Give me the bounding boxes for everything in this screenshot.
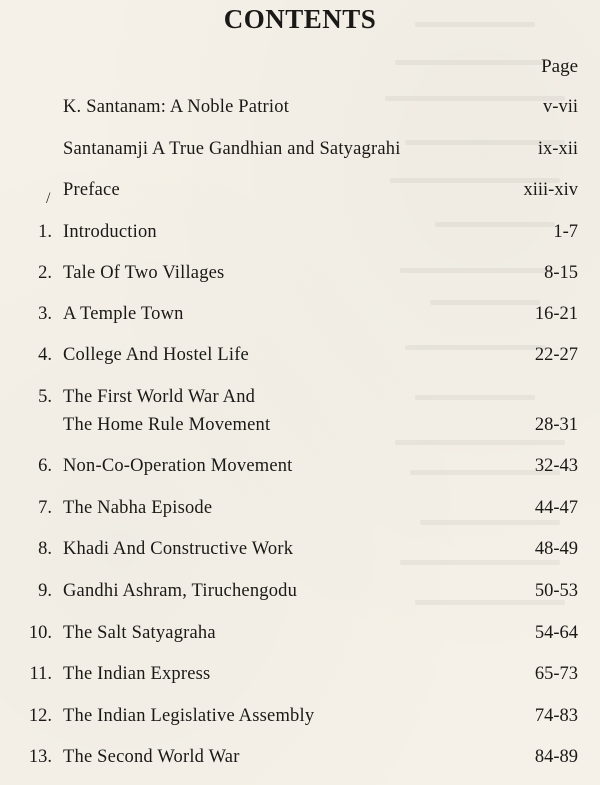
- toc-entry-title: Gandhi Ashram, Tiruchengodu: [63, 581, 298, 601]
- toc-entry-title: The Nabha Episode: [63, 498, 213, 518]
- toc-entry-number: 2.: [38, 263, 52, 283]
- toc-entry-title: Introduction: [63, 222, 157, 242]
- toc-entry-pages: 48-49: [534, 539, 578, 559]
- toc-entry-number: 12.: [28, 706, 52, 726]
- toc-entry-pages: 32-43: [534, 456, 578, 476]
- toc-entry-pages: 16-21: [534, 304, 578, 324]
- toc-entry-title: The Indian Express: [63, 664, 211, 684]
- toc-entry-title: The Second World War: [63, 747, 240, 767]
- toc-entry-number: 5.: [38, 387, 52, 407]
- toc-entry-title: Santanamji A True Gandhian and Satyagrahi: [63, 139, 401, 159]
- toc-entry-title: Tale Of Two Villages: [63, 263, 225, 283]
- stray-mark: /: [46, 190, 51, 207]
- toc-entry-pages: xiii-xiv: [523, 180, 578, 200]
- toc-entry-number: 13.: [28, 747, 52, 767]
- toc-entry-number: 10.: [28, 623, 52, 643]
- contents-heading: CONTENTS: [223, 4, 377, 34]
- toc-entry-number: 11.: [29, 664, 52, 684]
- toc-entry-pages: 44-47: [534, 498, 578, 518]
- toc-entry-title: College And Hostel Life: [63, 345, 249, 365]
- toc-entry-title-line2: The Home Rule Movement: [63, 415, 271, 435]
- toc-entry-title: The Salt Satyagraha: [63, 623, 216, 643]
- toc-entry-pages: 50-53: [534, 581, 578, 601]
- toc-entry-title: Preface: [63, 180, 120, 200]
- toc-entry-title: K. Santanam: A Noble Patriot: [63, 97, 290, 117]
- toc-entry-title: Khadi And Constructive Work: [63, 539, 294, 559]
- toc-entry-number: 9.: [38, 581, 52, 601]
- toc-entry-title: The Indian Legislative Assembly: [63, 706, 315, 726]
- toc-entry-pages: v-vii: [543, 97, 578, 117]
- toc-entry-number: 3.: [38, 304, 52, 324]
- page-column-label: Page: [541, 56, 578, 77]
- toc-entry-pages: 74-83: [534, 706, 578, 726]
- toc-entry-title: The First World War And: [63, 387, 256, 407]
- toc-entry-pages: 22-27: [534, 345, 578, 365]
- toc-entry-pages: ix-xii: [537, 139, 578, 159]
- toc-entry-number: 8.: [38, 539, 52, 559]
- toc-entry-pages: 84-89: [534, 747, 578, 767]
- toc-entry-pages: 54-64: [534, 623, 578, 643]
- toc-entry-title: Non-Co-Operation Movement: [63, 456, 293, 476]
- toc-entry-pages: 8-15: [544, 263, 578, 283]
- toc-entry-pages: 65-73: [534, 664, 578, 684]
- toc-entry-number: 7.: [38, 498, 52, 518]
- toc-entry-pages: 28-31: [534, 415, 578, 435]
- toc-entry-number: 4.: [38, 345, 52, 365]
- toc-entry-number: 6.: [38, 456, 52, 476]
- toc-entry-pages: 1-7: [553, 222, 578, 242]
- toc-entry-number: 1.: [38, 222, 52, 242]
- toc-entry-title: A Temple Town: [63, 304, 184, 324]
